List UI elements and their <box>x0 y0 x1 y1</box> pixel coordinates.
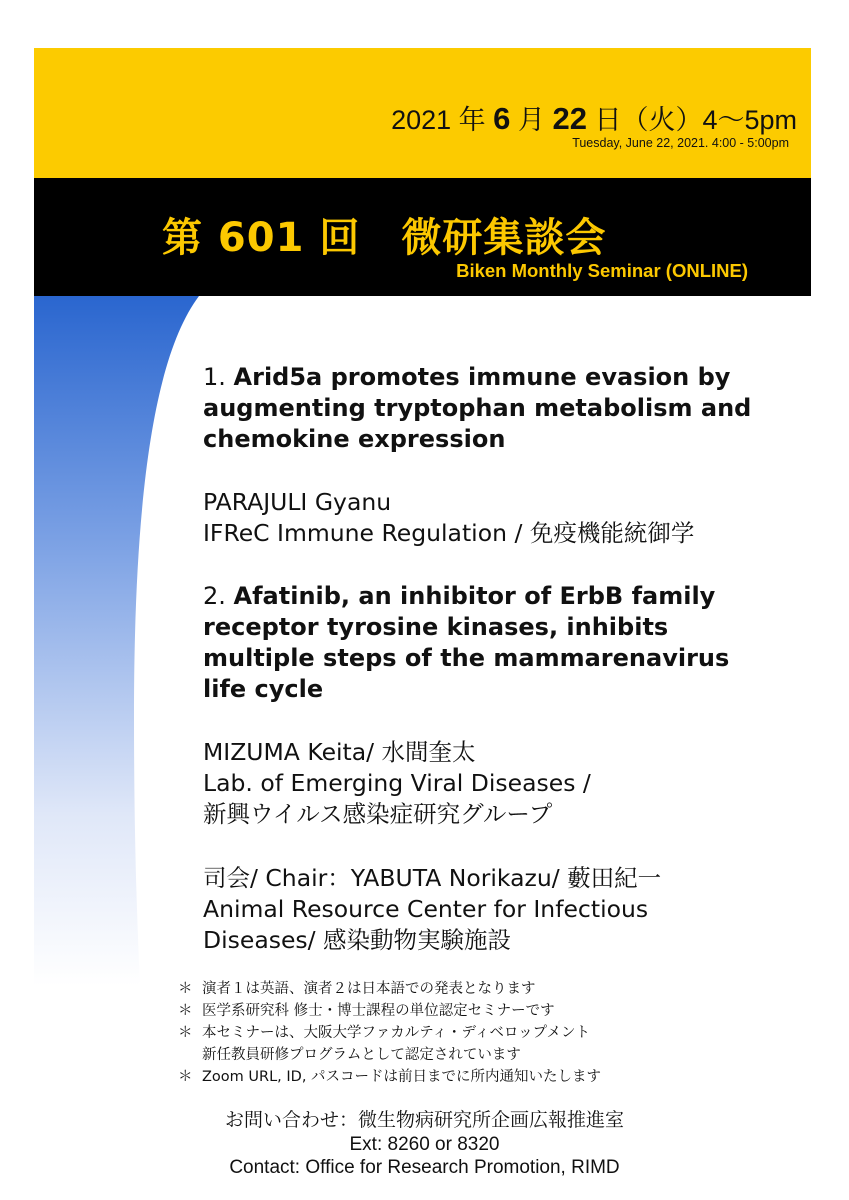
note-text: Zoom URL, ID, パスコードは前日までに所内通知いたします <box>202 1069 602 1085</box>
date-day: 22 <box>552 101 587 136</box>
talk2-affiliation-line: 新興ウイルス感染症研究グループ <box>203 800 553 828</box>
event-date <box>391 98 797 137</box>
contact-office: Contact: Office for Research Promotion, RIMD <box>229 1157 620 1178</box>
date-weekday: （火） <box>621 105 703 135</box>
note-item-continuation <box>178 1044 601 1066</box>
talk2-title-line: life cycle <box>203 675 324 703</box>
talk1-number: 1. <box>203 363 234 391</box>
contact-line: お問い合わせ：微生物病研究所企画広報推進室 <box>224 1110 624 1131</box>
note-item <box>178 1066 601 1088</box>
talk1-title-line: chemokine expression <box>203 425 506 453</box>
talk2-title <box>203 581 793 705</box>
note-item <box>178 978 601 1000</box>
title-banner <box>34 178 811 296</box>
note-text: 演者１は英語、演者２は日本語での発表となります <box>202 981 536 997</box>
talk1-speaker: PARAJULI Gyanu <box>203 488 392 516</box>
contact-extension: Ext: 8260 or 8320 <box>349 1134 500 1155</box>
date-month-unit: 月 <box>517 105 545 135</box>
note-bullet: ＊ <box>178 1025 193 1041</box>
note-bullet: ＊ <box>178 1069 193 1085</box>
talk1-affiliation: IFReC Immune Regulation / 免疫機能統御学 <box>203 519 695 547</box>
date-year-unit: 年 <box>458 105 486 135</box>
talk2-title-line: receptor tyrosine kinases, inhibits <box>203 613 669 641</box>
date-banner <box>34 48 811 178</box>
talk2-title-line: multiple steps of the mammarenavirus <box>203 644 730 672</box>
seminar-title-japanese: 第 601 回 微研集談会 <box>162 215 607 261</box>
note-bullet: ＊ <box>178 981 193 997</box>
date-year: 2021 <box>391 105 452 135</box>
talk1-title-line: augmenting tryptophan metabolism and <box>203 394 752 422</box>
chair-line: Animal Resource Center for Infectious <box>203 895 649 923</box>
date-month: 6 <box>493 101 511 136</box>
event-date-english: Tuesday, June 22, 2021. 4:00 - 5:00pm <box>572 136 789 150</box>
note-item <box>178 1000 601 1022</box>
talk2-affiliation-line: Lab. of Emerging Viral Diseases / <box>203 769 591 797</box>
talk2-number: 2. <box>203 582 234 610</box>
notes-list <box>178 978 601 1088</box>
chair-line: Diseases/ 感染動物実験施設 <box>203 926 512 954</box>
date-day-unit: 日 <box>594 105 622 135</box>
talk2-speaker: MIZUMA Keita/ 水間奎太 <box>203 738 476 766</box>
note-text: 新任教員研修プログラムとして認定されています <box>202 1047 521 1063</box>
talk1-title-line: Arid5a promotes immune evasion by <box>233 363 731 391</box>
decorative-swoosh <box>34 296 204 986</box>
note-text: 本セミナーは、大阪大学ファカルティ・ディベロップメント <box>202 1025 591 1041</box>
chair-line: 司会/ Chair：YABUTA Norikazu/ 藪田紀一 <box>203 864 662 892</box>
talk2-title-line: Afatinib, an inhibitor of ErbB family <box>233 582 716 610</box>
note-item <box>178 1022 601 1044</box>
note-text: 医学系研究科 修士・博士課程の単位認定セミナーです <box>202 1003 555 1019</box>
date-time: 4〜5pm <box>702 105 797 135</box>
note-bullet: ＊ <box>178 1003 193 1019</box>
seminar-title-english: Biken Monthly Seminar (ONLINE) <box>456 260 748 281</box>
talk1-title <box>203 362 793 455</box>
